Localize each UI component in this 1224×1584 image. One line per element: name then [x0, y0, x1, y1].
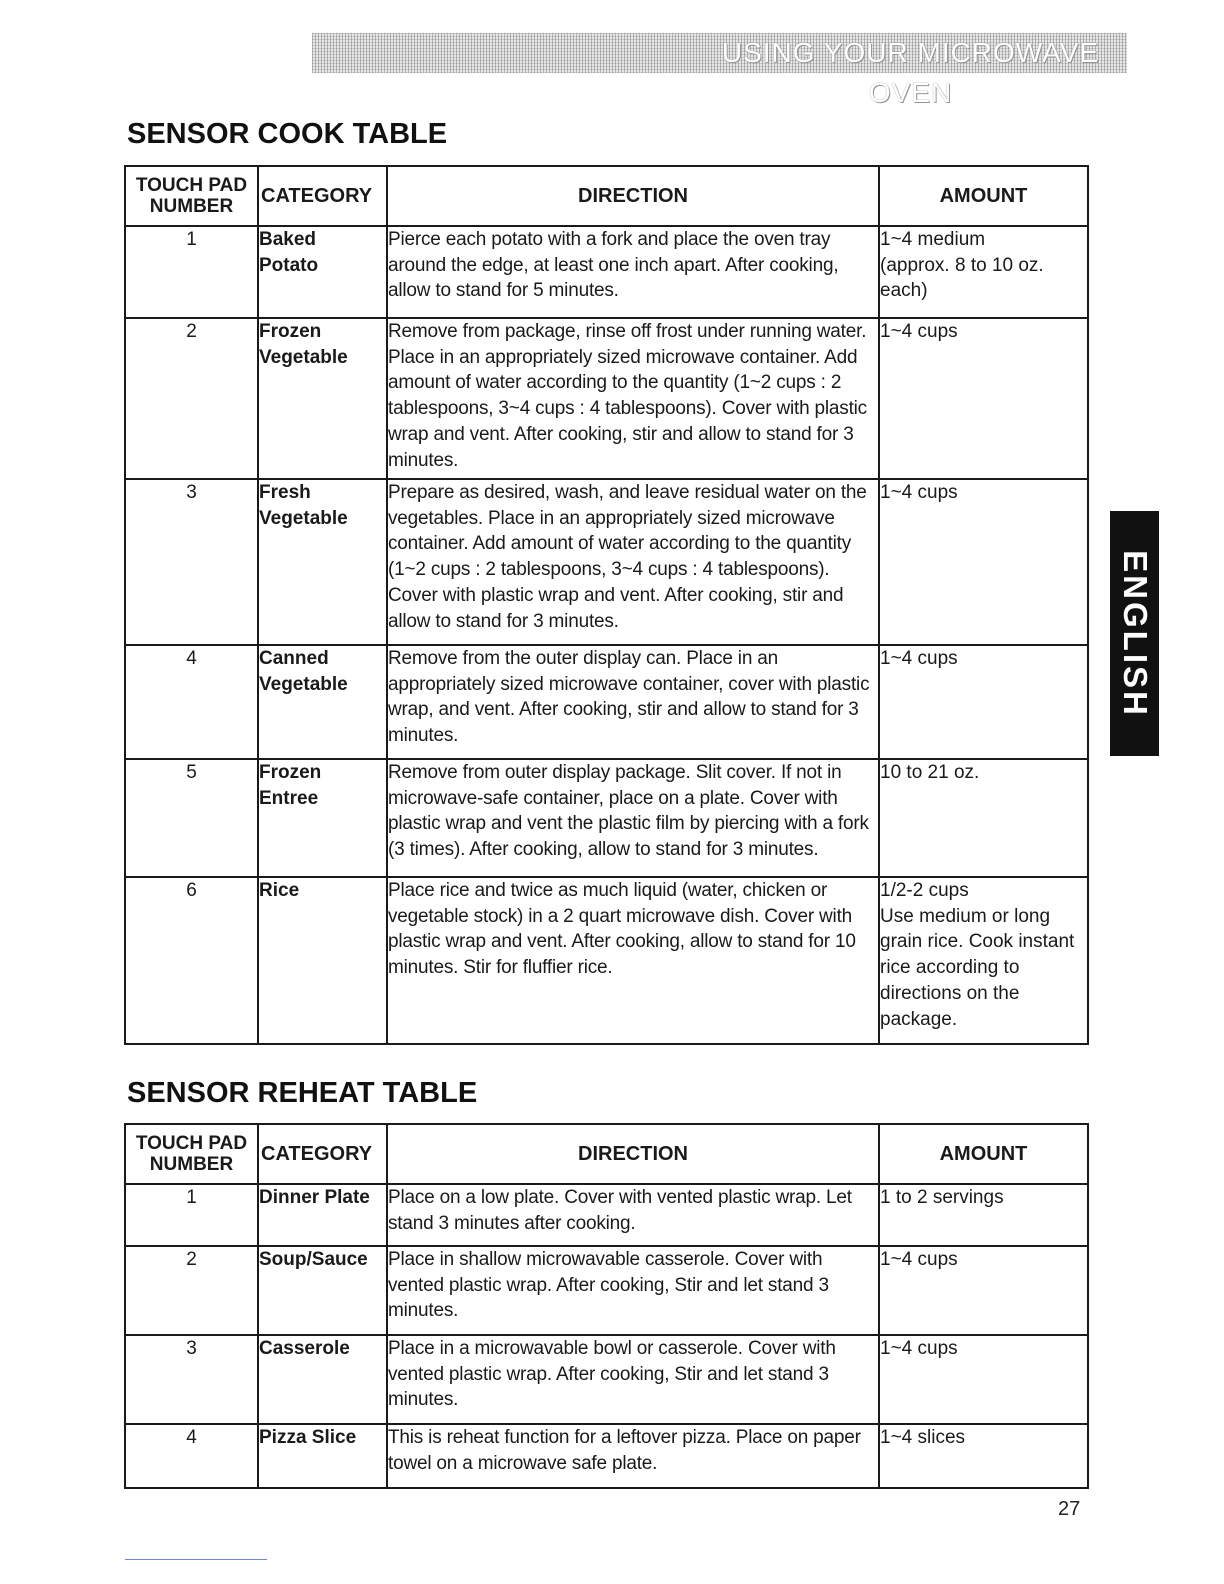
direction-cell: Remove from the outer display can. Place in an appropriately sized microwave container, cover with plastic wrap, and vent. After cooking, stir and allow to stand for 3 minutes.	[387, 645, 879, 759]
sensor-cook-table-title: SENSOR COOK TABLE	[127, 118, 448, 150]
amount-cell: 1~4 cups	[879, 645, 1088, 759]
touch-pad-number: 5	[125, 759, 258, 877]
touch-pad-number: 6	[125, 877, 258, 1044]
table-row	[125, 226, 1088, 318]
amount-cell: 1~4 cups	[879, 1246, 1088, 1335]
table-header-row	[125, 166, 1088, 226]
touch-pad-number: 2	[125, 318, 258, 479]
table-row	[125, 1424, 1088, 1488]
category-cell: Casserole	[258, 1335, 387, 1424]
category-cell: Canned Vegetable	[258, 645, 387, 759]
touch-pad-number: 4	[125, 1424, 258, 1488]
header-band-title: USING YOUR MICROWAVE OVEN	[721, 37, 1100, 108]
touch-pad-number: 2	[125, 1246, 258, 1335]
amount-cell: 1~4 cups	[879, 318, 1088, 479]
language-side-tab	[1110, 511, 1159, 756]
touch-pad-number: 3	[125, 479, 258, 645]
sensor-reheat-table-title: SENSOR REHEAT TABLE	[127, 1077, 478, 1109]
sensor-reheat-table-body	[125, 1184, 1088, 1488]
column-header-touch-pad: TOUCH PAD NUMBER	[125, 166, 258, 226]
table-row	[125, 759, 1088, 877]
table-row	[125, 877, 1088, 1044]
category-cell: Dinner Plate	[258, 1184, 387, 1246]
touch-pad-number: 1	[125, 226, 258, 318]
category-cell: Frozen Entree	[258, 759, 387, 877]
direction-cell: Remove from outer display package. Slit cover. If not in microwave-safe container, place on a plate. Cover with plastic wrap and vent the plastic film by piercing with a fork (3 times). After cooking, allow to stand for 3 minutes.	[387, 759, 879, 877]
column-header-amount: AMOUNT	[879, 1124, 1088, 1184]
table-row	[125, 318, 1088, 479]
table-row	[125, 1184, 1088, 1246]
amount-cell: 1~4 cups	[879, 479, 1088, 645]
column-header-touch-pad: TOUCH PAD NUMBER	[125, 1124, 258, 1184]
direction-cell: This is reheat function for a leftover pizza. Place on paper towel on a microwave safe plate.	[387, 1424, 879, 1488]
category-cell: Soup/Sauce	[258, 1246, 387, 1335]
direction-cell: Remove from package, rinse off frost under running water. Place in an appropriately sized microwave container. Add amount of water according to the quantity (1~2 cups : 2 tablespoons, 3~4 cups : 4 tablespoons). Cover with plastic wrap and vent. After cooking, stir and allow to stand for 3 minutes.	[387, 318, 879, 479]
category-cell: Frozen Vegetable	[258, 318, 387, 479]
amount-cell: 1/2-2 cups Use medium or long grain rice. Cook instant rice according to directions on the package.	[879, 877, 1088, 1044]
touch-pad-number: 3	[125, 1335, 258, 1424]
column-header-category: CATEGORY	[258, 1124, 387, 1184]
category-cell: Baked Potato	[258, 226, 387, 318]
category-cell: Pizza Slice	[258, 1424, 387, 1488]
page-number: 27	[1058, 1498, 1081, 1520]
language-side-tab-label: ENGLISH	[1116, 549, 1154, 718]
column-header-direction: DIRECTION	[387, 166, 879, 226]
amount-cell: 1~4 medium (approx. 8 to 10 oz. each)	[879, 226, 1088, 318]
table-row	[125, 479, 1088, 645]
table-header-row	[125, 1124, 1088, 1184]
direction-cell: Place in shallow microwavable casserole. Cover with vented plastic wrap. After cooking, Stir and let stand 3 minutes.	[387, 1246, 879, 1335]
sensor-cook-table	[124, 165, 1089, 1045]
column-header-amount: AMOUNT	[879, 166, 1088, 226]
amount-cell: 10 to 21 oz.	[879, 759, 1088, 877]
sensor-cook-table-body	[125, 226, 1088, 1044]
touch-pad-number: 4	[125, 645, 258, 759]
table-row	[125, 1335, 1088, 1424]
direction-cell: Prepare as desired, wash, and leave residual water on the vegetables. Place in an appropriately sized microwave container. Add amount of water according to the quantity (1~2 cups : 2 tablespoons, 3~4 cups : 4 tablespoons). Cover with plastic wrap and vent. After cooking, stir and allow to stand for 3 minutes.	[387, 479, 879, 645]
footer-divider	[125, 1559, 267, 1560]
column-header-category: CATEGORY	[258, 166, 387, 226]
table-row	[125, 645, 1088, 759]
direction-cell: Pierce each potato with a fork and place the oven tray around the edge, at least one inch apart. After cooking, allow to stand for 5 minutes.	[387, 226, 879, 318]
direction-cell: Place rice and twice as much liquid (water, chicken or vegetable stock) in a 2 quart microwave dish. Cover with plastic wrap and vent. After cooking, allow to stand for 10 minutes. Stir for fluffier rice.	[387, 877, 879, 1044]
column-header-direction: DIRECTION	[387, 1124, 879, 1184]
amount-cell: 1~4 cups	[879, 1335, 1088, 1424]
direction-cell: Place in a microwavable bowl or casserole. Cover with vented plastic wrap. After cooking, Stir and let stand 3 minutes.	[387, 1335, 879, 1424]
touch-pad-number: 1	[125, 1184, 258, 1246]
header-band	[312, 33, 1127, 108]
amount-cell: 1 to 2 servings	[879, 1184, 1088, 1246]
sensor-reheat-table	[124, 1123, 1089, 1489]
direction-cell: Place on a low plate. Cover with vented plastic wrap. Let stand 3 minutes after cooking.	[387, 1184, 879, 1246]
amount-cell: 1~4 slices	[879, 1424, 1088, 1488]
category-cell: Fresh Vegetable	[258, 479, 387, 645]
category-cell: Rice	[258, 877, 387, 1044]
table-row	[125, 1246, 1088, 1335]
